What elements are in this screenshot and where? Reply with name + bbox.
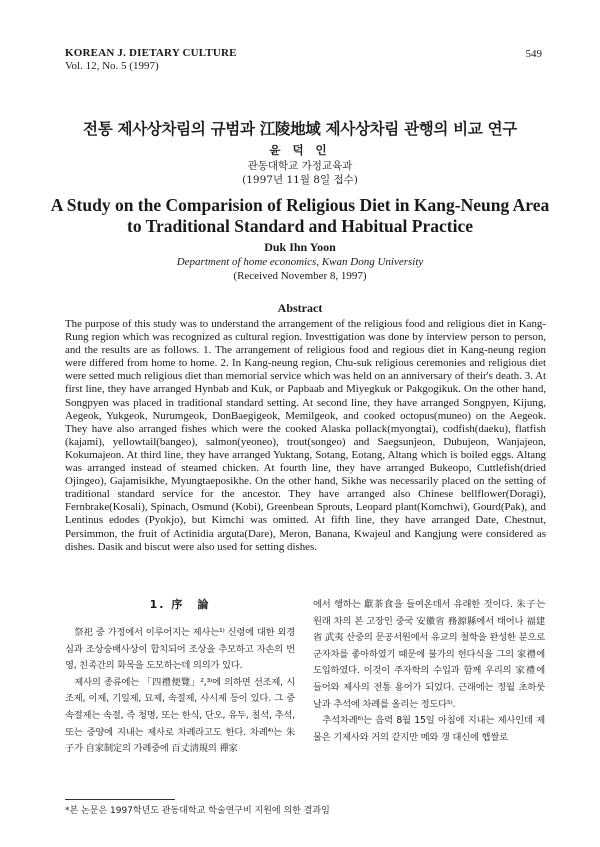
korean-affiliation: 관동대학교 가정교육과: [247, 160, 353, 172]
footnote-rule: [65, 799, 175, 800]
journal-volume: Vol. 12, No. 5 (1997): [65, 60, 159, 72]
journal-header: [65, 47, 237, 73]
english-title: [0, 195, 600, 237]
body-paragraph: 祭祀 중 가정에서 이루어지는 제사는¹⁾ 신령에 대한 외경심과 조상숭배사상이 합치되어 조상을 추모하고 자손의 번영, 친족간의 화목을 도모하는데 의의가 있다.: [65, 627, 295, 672]
korean-author: 윤 덕 인: [269, 143, 331, 157]
body-left-column: [65, 597, 295, 758]
abstract-text: The purpose of this study was to understand the arrangement of the religious food and religious diet in Kang-Rung region which was recognized as cultural region. Investtigation was done by interview person to person, and the results are as follows. 1. The arrangement of religious food and regious diet in Kang-neung region were differed from home to home. 2. In Kang-neung region, Chu-suk religious ceremonies and religious diet were setted much religious diet than memorial service which was held on an anniversary of their's death. 3. At first line, they have arranged Hynbab and Kuk, or Papbaab and Miyegkuk or Pakgogikuk. On the other hand, Songpyen was placed in traditional standard setting. At second line, they have arranged Songpyen, Kijung, Aegeok, Yukgeok, Nurumgeok, DonBaegigeok, Memilgeok, and cooked octopus(muneo) on the Aegeok. They have also arranged fishes which were the cooked Alaska pollack(myongtai), codfish(daeku), flatfish (kajami), yellowtail(bangeo), salmon(yeoneo), trout(songeo) and Saegsunjeon, Dubujeon, Wanjajeon, Kokumajeon. At third line, they have arranged Yuktang, Sotang, Eotang, Altang which is boiled eggs. Altang was arranged instead of steamed chicken. At fourth line, they have arranged Bukeopo, Cuttlefish(dried Ojingeo), Gajamisikhe, Myungtaeposikhe. On the other hand, Sikhe was necessarily placed on the setting of traditional standard service for the ancestor. They have arranged also Chinese bellflower(Doragi), Fernbrake(Kosali), Spinach, Osmund (Kobi), Greenbean Sprouts, Leopard plant(Komchwi), Gourd(Pak), and Lentinus edodes (Pyokjo), but Kimchi was omitted. At fifth line, they have arranged Date, Chestnut, Persimmon, the fruit of Actinidia arguta(Dare), Meron, Banana, Kwajeul and Kangjung were considered as dishes. Dasik and biscut were also used for setting dishes.: [65, 318, 546, 553]
english-title-line2: to Traditional Standard and Habitual Practice: [127, 216, 473, 236]
footnote: *본 논문은 1997학년도 관동대학교 학술연구비 지원에 의한 결과임: [65, 806, 330, 816]
journal-name: KOREAN J. DIETARY CULTURE: [65, 47, 237, 59]
body-paragraph: 에서 행하는 獻茶食을 들여온데서 유래한 것이다. 朱子는 원래 차의 본 고장인 중국 安徽省 務源縣에서 태어나 福建省 武夷 산중의 문공서원에서 유교의 철학을 완성한 분으로 군자차를 좋아하였기 때문에 불가의 헌다식을 그의 家禮에 도입하였다. 이것이 주자학의 수입과 함께 우리의 家禮에 들어와 제사의 전통 용어가 되었다. 근래에는 정월 초하룻날과 추석에 차례를 올리는 정도다⁵⁾.: [313, 599, 545, 710]
korean-received-date: (1997년 11월 8일 접수): [242, 174, 358, 186]
abstract-heading: Abstract: [277, 301, 323, 315]
english-title-line1: A Study on the Comparision of Religious Diet in Kang-Neung Area: [50, 195, 550, 215]
english-received-date: (Received November 8, 1997): [233, 270, 367, 282]
korean-title: 전통 제사상차림의 규범과 江陵地域 제사상차림 관행의 비교 연구: [83, 120, 517, 138]
english-affiliation: Department of home economics, Kwan Dong University: [176, 256, 424, 268]
page-number: 549: [525, 48, 542, 60]
body-paragraph: 추석차례⁶⁾는 음력 8월 15일 아침에 지내는 제사인데 제물은 기제사와 거의 같지만 메와 갱 대신에 햅쌀로: [313, 715, 545, 743]
body-right-column: [313, 597, 545, 746]
body-paragraph: 제사의 종류에는 「四禮便覽」²,³⁾에 의하면 선조제, 시조제, 이제, 기일제, 묘제, 속절제, 사시제 등이 있다. 그 중 속절제는 속절, 즉 청명, 또는 한식, 단오, 유두, 칠석, 추석, 또는 중양에 지내는 제사로 차례라고도 한다. 차례⁴⁾는 朱子가 自家制定의 가례중에 百丈淸規의 禪家: [65, 676, 295, 755]
english-author: Duk Ihn Yoon: [264, 240, 336, 254]
section-heading: 1. 序 論: [149, 598, 211, 611]
